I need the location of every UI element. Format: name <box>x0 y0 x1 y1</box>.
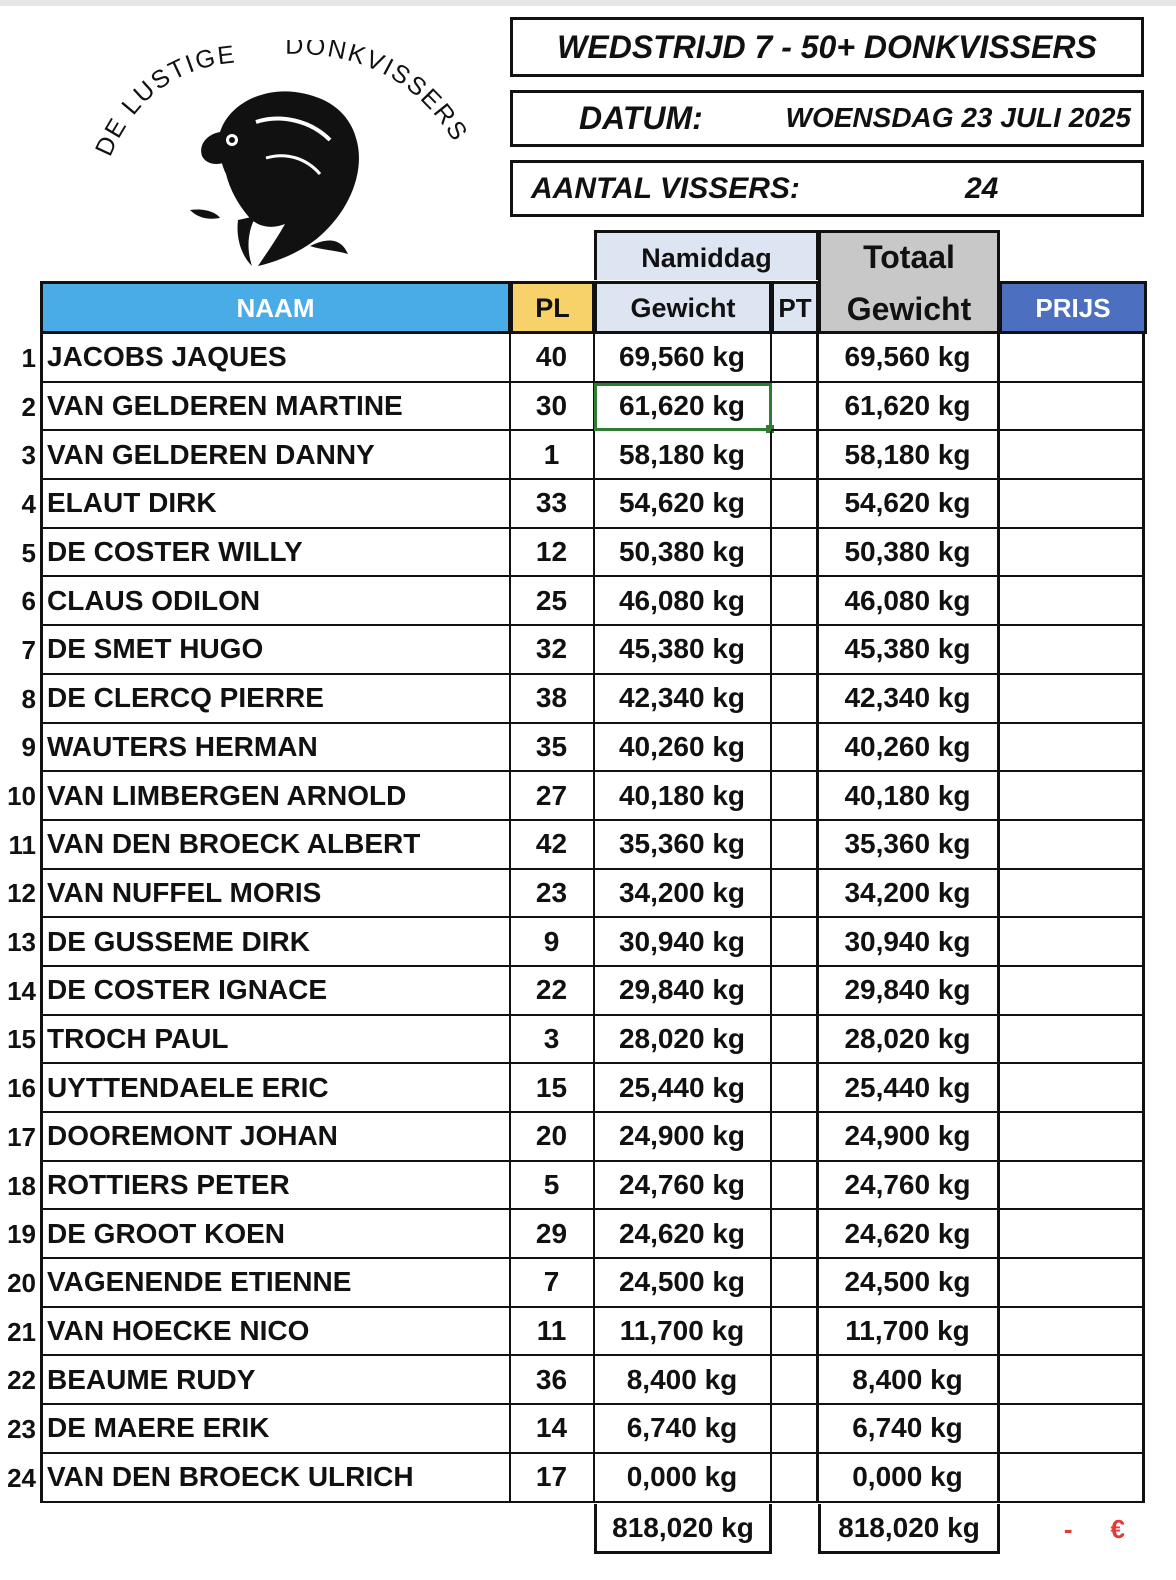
totaal-cell[interactable]: 58,180 kg <box>818 431 1000 480</box>
totaal-cell[interactable]: 24,900 kg <box>818 1113 1000 1162</box>
pt-cell[interactable] <box>771 383 819 432</box>
totaal-cell[interactable]: 25,440 kg <box>818 1064 1000 1113</box>
gewicht-cell[interactable]: 28,020 kg <box>594 1016 772 1065</box>
rank-number: 9 <box>21 732 36 763</box>
totaal-cell[interactable]: 69,560 kg <box>818 334 1000 383</box>
rank-number: 23 <box>7 1413 36 1444</box>
prijs-cell[interactable] <box>999 821 1145 870</box>
total-gewicht-cell[interactable]: 818,020 kg <box>594 1504 772 1554</box>
pt-cell[interactable] <box>771 918 819 967</box>
rank-number: 6 <box>21 586 36 617</box>
naam-cell[interactable]: VAN GELDEREN DANNY <box>40 431 511 480</box>
gewicht-cell[interactable]: 6,740 kg <box>594 1405 772 1454</box>
prijs-cell[interactable] <box>999 772 1145 821</box>
pl-cell[interactable]: 3 <box>510 1016 595 1065</box>
naam-cell[interactable]: DE MAERE ERIK <box>40 1405 511 1454</box>
prijs-cell[interactable] <box>999 529 1145 578</box>
totaal-header-line2: Gewicht <box>846 291 972 327</box>
date-value: WOENSDAG 23 JULI 2025 <box>785 102 1131 133</box>
totaal-cell[interactable]: 34,200 kg <box>818 870 1000 919</box>
naam-cell[interactable]: DE COSTER WILLY <box>40 529 511 578</box>
prijs-cell[interactable] <box>999 918 1145 967</box>
table-row[interactable] <box>0 1259 1176 1308</box>
rank-number: 24 <box>7 1462 36 1493</box>
rank-number: 14 <box>7 975 36 1006</box>
naam-cell[interactable]: CLAUS ODILON <box>40 577 511 626</box>
pl-cell[interactable]: 30 <box>510 383 595 432</box>
pt-cell[interactable] <box>771 675 819 724</box>
rank-number: 1 <box>21 342 36 373</box>
rank-number: 3 <box>21 440 36 471</box>
pt-cell[interactable] <box>771 967 819 1016</box>
table-row[interactable] <box>0 821 1176 870</box>
totaal-cell[interactable]: 40,260 kg <box>818 724 1000 773</box>
rank-number: 11 <box>8 829 36 860</box>
gewicht-cell[interactable]: 0,000 kg <box>594 1454 772 1503</box>
gewicht-cell[interactable]: 40,180 kg <box>594 772 772 821</box>
prijs-cell[interactable] <box>999 1210 1145 1259</box>
total-prijs-cell[interactable] <box>999 1504 1145 1554</box>
table-row[interactable] <box>0 383 1176 432</box>
rank-number: 21 <box>7 1316 36 1347</box>
table-row[interactable] <box>0 480 1176 529</box>
totaal-cell[interactable]: 54,620 kg <box>818 480 1000 529</box>
rank-number: 5 <box>21 537 36 568</box>
competition-title: WEDSTRIJD 7 - 50+ DONKVISSERS <box>510 17 1144 77</box>
pt-cell[interactable] <box>771 626 819 675</box>
pt-cell[interactable] <box>771 1162 819 1211</box>
column-header-gewicht[interactable]: Gewicht <box>594 281 772 334</box>
gewicht-cell[interactable]: 69,560 kg <box>594 334 772 383</box>
prijs-cell[interactable] <box>999 577 1145 626</box>
pl-cell[interactable]: 7 <box>510 1259 595 1308</box>
totaal-cell[interactable]: 42,340 kg <box>818 675 1000 724</box>
date-label: DATUM: <box>579 100 703 136</box>
table-row[interactable] <box>0 724 1176 773</box>
gewicht-cell[interactable]: 46,080 kg <box>594 577 772 626</box>
rank-number: 22 <box>7 1365 36 1396</box>
pt-cell[interactable] <box>771 1016 819 1065</box>
gewicht-cell[interactable]: 58,180 kg <box>594 431 772 480</box>
prijs-cell[interactable] <box>999 724 1145 773</box>
pl-cell[interactable]: 15 <box>510 1064 595 1113</box>
naam-cell[interactable]: WAUTERS HERMAN <box>40 724 511 773</box>
pl-cell[interactable]: 32 <box>510 626 595 675</box>
pt-cell[interactable] <box>771 1405 819 1454</box>
gewicht-cell[interactable]: 35,360 kg <box>594 821 772 870</box>
gewicht-cell[interactable]: 42,340 kg <box>594 675 772 724</box>
naam-cell[interactable]: VAN HOECKE NICO <box>40 1308 511 1357</box>
column-header-pt[interactable]: PT <box>771 281 819 334</box>
rank-number: 10 <box>7 781 36 812</box>
pt-cell[interactable] <box>771 577 819 626</box>
pt-cell[interactable] <box>771 1210 819 1259</box>
group-header-namiddag[interactable]: Namiddag <box>594 230 819 280</box>
table-row[interactable] <box>0 431 1176 480</box>
total-totaal-cell[interactable]: 818,020 kg <box>818 1504 1000 1554</box>
naam-cell[interactable]: DE SMET HUGO <box>40 626 511 675</box>
column-header-pl[interactable]: PL <box>510 281 595 334</box>
gewicht-cell[interactable]: 29,840 kg <box>594 967 772 1016</box>
angler-count-box <box>510 160 1144 217</box>
naam-cell[interactable]: UYTTENDAELE ERIC <box>40 1064 511 1113</box>
prijs-cell[interactable] <box>999 1308 1145 1357</box>
rank-number: 4 <box>21 488 36 519</box>
naam-cell[interactable]: DE GUSSEME DIRK <box>40 918 511 967</box>
gewicht-cell[interactable]: 45,380 kg <box>594 626 772 675</box>
pt-cell[interactable] <box>771 1259 819 1308</box>
prijs-cell[interactable] <box>999 480 1145 529</box>
totaal-cell[interactable]: 24,500 kg <box>818 1259 1000 1308</box>
naam-cell[interactable]: VAGENENDE ETIENNE <box>40 1259 511 1308</box>
logo-text-right: DONKVISSERS <box>285 40 474 147</box>
table-row[interactable] <box>0 334 1176 383</box>
totaal-cell[interactable]: 6,740 kg <box>818 1405 1000 1454</box>
results-table-body <box>0 334 1176 1503</box>
gewicht-cell[interactable]: 50,380 kg <box>594 529 772 578</box>
pl-cell[interactable]: 42 <box>510 821 595 870</box>
prijs-cell[interactable] <box>999 1162 1145 1211</box>
pt-cell[interactable] <box>771 334 819 383</box>
pl-cell[interactable]: 36 <box>510 1356 595 1405</box>
pt-cell[interactable] <box>771 480 819 529</box>
gewicht-cell[interactable]: 40,260 kg <box>594 724 772 773</box>
table-row[interactable] <box>0 967 1176 1016</box>
pt-cell[interactable] <box>771 724 819 773</box>
pt-cell[interactable] <box>771 431 819 480</box>
top-border <box>0 0 1176 6</box>
totaal-header-line1: Totaal <box>863 239 955 275</box>
pt-cell[interactable] <box>771 529 819 578</box>
prijs-cell[interactable] <box>999 1113 1145 1162</box>
rank-number: 2 <box>21 391 36 422</box>
table-row[interactable] <box>0 1064 1176 1113</box>
naam-cell[interactable]: ROTTIERS PETER <box>40 1162 511 1211</box>
pt-cell[interactable] <box>771 1113 819 1162</box>
totaal-cell[interactable]: 40,180 kg <box>818 772 1000 821</box>
naam-cell[interactable]: ELAUT DIRK <box>40 480 511 529</box>
naam-cell[interactable]: DE COSTER IGNACE <box>40 967 511 1016</box>
pt-cell[interactable] <box>771 1308 819 1357</box>
prijs-cell[interactable] <box>999 1259 1145 1308</box>
totaal-cell[interactable]: 24,760 kg <box>818 1162 1000 1211</box>
prijs-cell[interactable] <box>999 334 1145 383</box>
table-row[interactable] <box>0 1113 1176 1162</box>
total-prijs-dash: - <box>1063 1513 1073 1544</box>
pt-cell[interactable] <box>771 1356 819 1405</box>
totaal-cell[interactable]: 8,400 kg <box>818 1356 1000 1405</box>
gewicht-cell[interactable]: 34,200 kg <box>594 870 772 919</box>
pl-cell[interactable]: 40 <box>510 334 595 383</box>
table-row[interactable] <box>0 1405 1176 1454</box>
pl-cell[interactable]: 38 <box>510 675 595 724</box>
totaal-cell[interactable]: 50,380 kg <box>818 529 1000 578</box>
rank-number: 12 <box>7 878 36 909</box>
table-row[interactable] <box>0 1210 1176 1259</box>
naam-cell[interactable]: VAN GELDEREN MARTINE <box>40 383 511 432</box>
pl-cell[interactable]: 35 <box>510 724 595 773</box>
pl-cell[interactable]: 27 <box>510 772 595 821</box>
pl-cell[interactable]: 29 <box>510 1210 595 1259</box>
pl-cell[interactable]: 11 <box>510 1308 595 1357</box>
naam-cell[interactable]: VAN LIMBERGEN ARNOLD <box>40 772 511 821</box>
prijs-cell[interactable] <box>999 626 1145 675</box>
naam-cell[interactable]: DOOREMONT JOHAN <box>40 1113 511 1162</box>
gewicht-cell[interactable]: 11,700 kg <box>594 1308 772 1357</box>
prijs-cell[interactable] <box>999 1405 1145 1454</box>
rank-number: 17 <box>7 1121 36 1152</box>
totaal-cell[interactable]: 46,080 kg <box>818 577 1000 626</box>
euro-icon: € <box>1110 1513 1125 1544</box>
naam-cell[interactable]: BEAUME RUDY <box>40 1356 511 1405</box>
pl-cell[interactable]: 20 <box>510 1113 595 1162</box>
prijs-cell[interactable] <box>999 1356 1145 1405</box>
rank-number: 7 <box>21 634 36 665</box>
pl-cell[interactable]: 14 <box>510 1405 595 1454</box>
pl-cell[interactable]: 25 <box>510 577 595 626</box>
column-header-naam[interactable]: NAAM <box>40 281 511 334</box>
totaal-cell[interactable]: 11,700 kg <box>818 1308 1000 1357</box>
gewicht-cell[interactable]: 24,500 kg <box>594 1259 772 1308</box>
gewicht-cell[interactable]: 24,620 kg <box>594 1210 772 1259</box>
pt-cell[interactable] <box>771 1064 819 1113</box>
naam-cell[interactable]: VAN DEN BROECK ALBERT <box>40 821 511 870</box>
gewicht-cell[interactable]: 8,400 kg <box>594 1356 772 1405</box>
table-row[interactable] <box>0 675 1176 724</box>
naam-cell[interactable]: VAN DEN BROECK ULRICH <box>40 1454 511 1503</box>
rank-number: 8 <box>21 683 36 714</box>
rank-number: 15 <box>7 1024 36 1055</box>
pl-cell[interactable]: 22 <box>510 967 595 1016</box>
totaal-cell[interactable]: 28,020 kg <box>818 1016 1000 1065</box>
table-row[interactable] <box>0 1016 1176 1065</box>
totaal-cell[interactable]: 45,380 kg <box>818 626 1000 675</box>
pt-cell[interactable] <box>771 821 819 870</box>
rank-number: 20 <box>7 1267 36 1298</box>
table-row[interactable] <box>0 577 1176 626</box>
naam-cell[interactable]: DE GROOT KOEN <box>40 1210 511 1259</box>
angler-count-value: 24 <box>965 172 999 205</box>
table-row[interactable] <box>0 529 1176 578</box>
naam-cell[interactable]: VAN NUFFEL MORIS <box>40 870 511 919</box>
table-row[interactable] <box>0 772 1176 821</box>
prijs-cell[interactable] <box>999 675 1145 724</box>
pl-cell[interactable]: 33 <box>510 480 595 529</box>
table-row[interactable] <box>0 1308 1176 1357</box>
pt-cell[interactable] <box>771 1454 819 1503</box>
totaal-cell[interactable]: 61,620 kg <box>818 383 1000 432</box>
table-row[interactable] <box>0 870 1176 919</box>
rank-number: 18 <box>7 1170 36 1201</box>
pl-cell[interactable]: 9 <box>510 918 595 967</box>
prijs-cell[interactable] <box>999 1064 1145 1113</box>
prijs-cell[interactable] <box>999 1016 1145 1065</box>
pl-cell[interactable]: 12 <box>510 529 595 578</box>
gewicht-cell[interactable]: 30,940 kg <box>594 918 772 967</box>
totaal-cell[interactable]: 29,840 kg <box>818 967 1000 1016</box>
prijs-cell[interactable] <box>999 870 1145 919</box>
pl-cell[interactable]: 17 <box>510 1454 595 1503</box>
date-box <box>510 90 1144 147</box>
angler-count-label: AANTAL VISSERS: <box>531 172 800 205</box>
rank-number: 16 <box>7 1073 36 1104</box>
rank-number: 19 <box>7 1219 36 1250</box>
pl-cell[interactable]: 5 <box>510 1162 595 1211</box>
rank-number: 13 <box>7 927 36 958</box>
prijs-cell[interactable] <box>999 383 1145 432</box>
prijs-cell[interactable] <box>999 967 1145 1016</box>
table-row[interactable] <box>0 626 1176 675</box>
totaal-cell[interactable]: 24,620 kg <box>818 1210 1000 1259</box>
naam-cell[interactable]: DE CLERCQ PIERRE <box>40 675 511 724</box>
naam-cell[interactable]: JACOBS JAQUES <box>40 334 511 383</box>
table-row[interactable] <box>0 918 1176 967</box>
selected-gewicht-cell[interactable]: 61,620 kg <box>594 383 772 432</box>
pt-cell[interactable] <box>771 772 819 821</box>
gewicht-cell[interactable]: 24,760 kg <box>594 1162 772 1211</box>
totaal-cell[interactable]: 30,940 kg <box>818 918 1000 967</box>
naam-cell[interactable]: TROCH PAUL <box>40 1016 511 1065</box>
totaal-cell[interactable]: 0,000 kg <box>818 1454 1000 1503</box>
fish-logo-icon <box>80 40 490 268</box>
prijs-cell[interactable] <box>999 1454 1145 1503</box>
table-row[interactable] <box>0 1162 1176 1211</box>
gewicht-cell[interactable]: 54,620 kg <box>594 480 772 529</box>
pt-cell[interactable] <box>771 870 819 919</box>
group-header-totaal[interactable] <box>818 230 1000 334</box>
totaal-cell[interactable]: 35,360 kg <box>818 821 1000 870</box>
prijs-cell[interactable] <box>999 431 1145 480</box>
table-row[interactable] <box>0 1454 1176 1503</box>
logo-text-left: DE LUSTIGE <box>89 40 238 161</box>
table-row[interactable] <box>0 1356 1176 1405</box>
club-logo <box>80 40 490 268</box>
pl-cell[interactable]: 23 <box>510 870 595 919</box>
column-header-prijs[interactable]: PRIJS <box>999 281 1147 334</box>
gewicht-cell[interactable]: 24,900 kg <box>594 1113 772 1162</box>
pl-cell[interactable]: 1 <box>510 431 595 480</box>
gewicht-cell[interactable]: 25,440 kg <box>594 1064 772 1113</box>
